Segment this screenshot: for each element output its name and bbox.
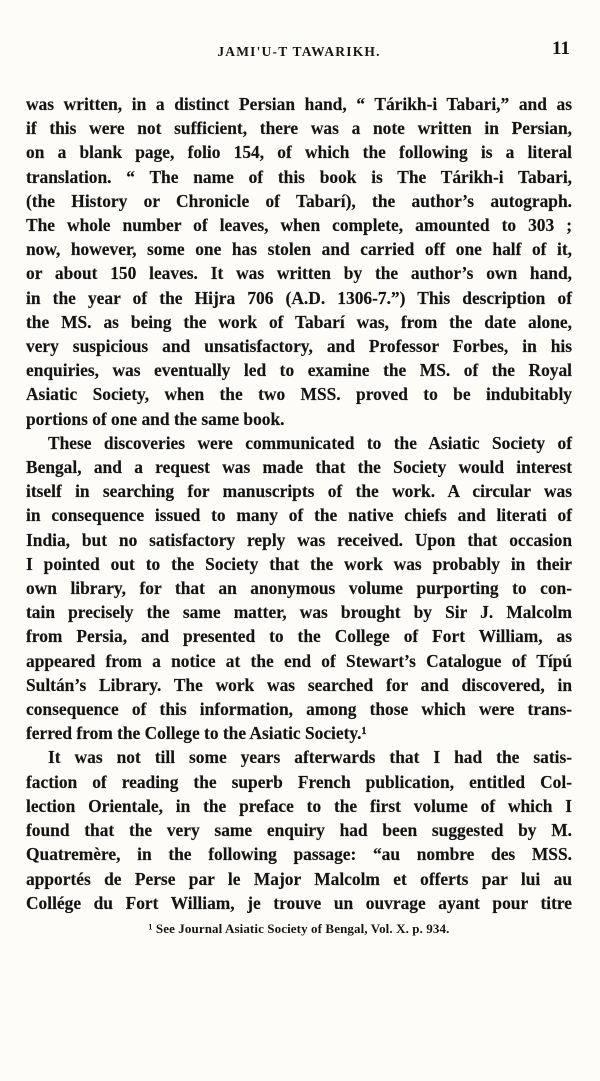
footnote: ¹ See Journal Asiatic Society of Bengal, Vol. X. p. 934. — [148, 920, 450, 936]
text-line: apportés de Perse par le Major Malcolm et offerts par lui au — [26, 868, 572, 889]
text-line: Bengal, and a request was made that the Society would interest — [26, 457, 572, 478]
text-line: (the History or Chronicle of Tabarí), the author’s autograph. — [26, 190, 572, 211]
text-line: Collége du Fort William, je trouve un ouvrage ayant pour titre — [26, 892, 572, 913]
text-line: itself in searching for manuscripts of the work. A circular was — [26, 481, 572, 502]
running-head — [26, 38, 572, 84]
book-page — [0, 38, 600, 1081]
text-line: Asiatic Society, when the two MSS. proved to be indubitably — [26, 384, 572, 405]
text-line: in the year of the Hijra 706 (A.D. 1306-7.”) This description of — [26, 287, 572, 308]
paragraph — [26, 431, 572, 746]
text-line: was written, in a distinct Persian hand, “ Tárikh-i Tabari,” and as — [26, 94, 572, 114]
running-head-title: JAMI'U-T TAWARIKH. — [217, 44, 381, 59]
text-line: own library, for that an anonymous volume purporting to con- — [26, 578, 572, 599]
text-line: Sultán’s Library. The work was searched for and discovered, in — [26, 674, 572, 695]
text-line: if this were not sufficient, there was a note written in Persian, — [26, 118, 572, 139]
text-line: on a blank page, folio 154, of which the following is a literal — [26, 142, 572, 163]
text-line: in consequence issued to many of the native chiefs and literati of — [26, 505, 572, 526]
text-line: translation. “ The name of this book is The Tárikh-i Tabari, — [26, 166, 572, 187]
text-line: or about 150 leaves. It was written by the author’s own hand, — [26, 263, 572, 284]
text-line: faction of reading the superb French publication, entitled Col- — [26, 771, 572, 792]
text-line: India, but no satisfactory reply was received. Upon that occasion — [26, 529, 572, 550]
text-line: tain precisely the same matter, was brought by Sir J. Malcolm — [26, 602, 572, 623]
paragraph — [26, 745, 572, 914]
text-line: the MS. as being the work of Tabarí was, from the date alone, — [26, 311, 572, 332]
body-text — [26, 92, 572, 915]
text-line: consequence of this information, among those which were trans- — [26, 699, 572, 720]
page-number: 11 — [552, 38, 570, 59]
text-line: These discoveries were communicated to the Asiatic Society of — [48, 432, 572, 453]
text-line: It was not till some years afterwards that I had the satis- — [48, 747, 572, 768]
text-line: from Persia, and presented to the College of Fort William, as — [26, 626, 572, 647]
text-line: very suspicious and unsatisfactory, and Professor Forbes, in his — [26, 336, 572, 357]
paragraph — [26, 92, 572, 431]
text-line: portions of one and the same book. — [26, 408, 285, 429]
text-line: appeared from a notice at the end of Stewart’s Catalogue of Típú — [26, 650, 572, 671]
text-line: lection Orientale, in the preface to the first volume of which I — [26, 795, 572, 816]
text-line: ferred from the College to the Asiatic Society.¹ — [26, 723, 367, 744]
text-line: Quatremère, in the following passage: “au nombre des MSS. — [26, 844, 572, 865]
text-line: I pointed out to the Society that the work was probably in their — [26, 553, 572, 574]
text-line: found that the very same enquiry had been suggested by M. — [26, 820, 572, 841]
text-line: enquiries, was eventually led to examine the MS. of the Royal — [26, 360, 572, 381]
text-line: now, however, some one has stolen and carried off one half of it, — [26, 239, 572, 260]
text-line: The whole number of leaves, when complete, amounted to 303 ; — [26, 215, 572, 236]
